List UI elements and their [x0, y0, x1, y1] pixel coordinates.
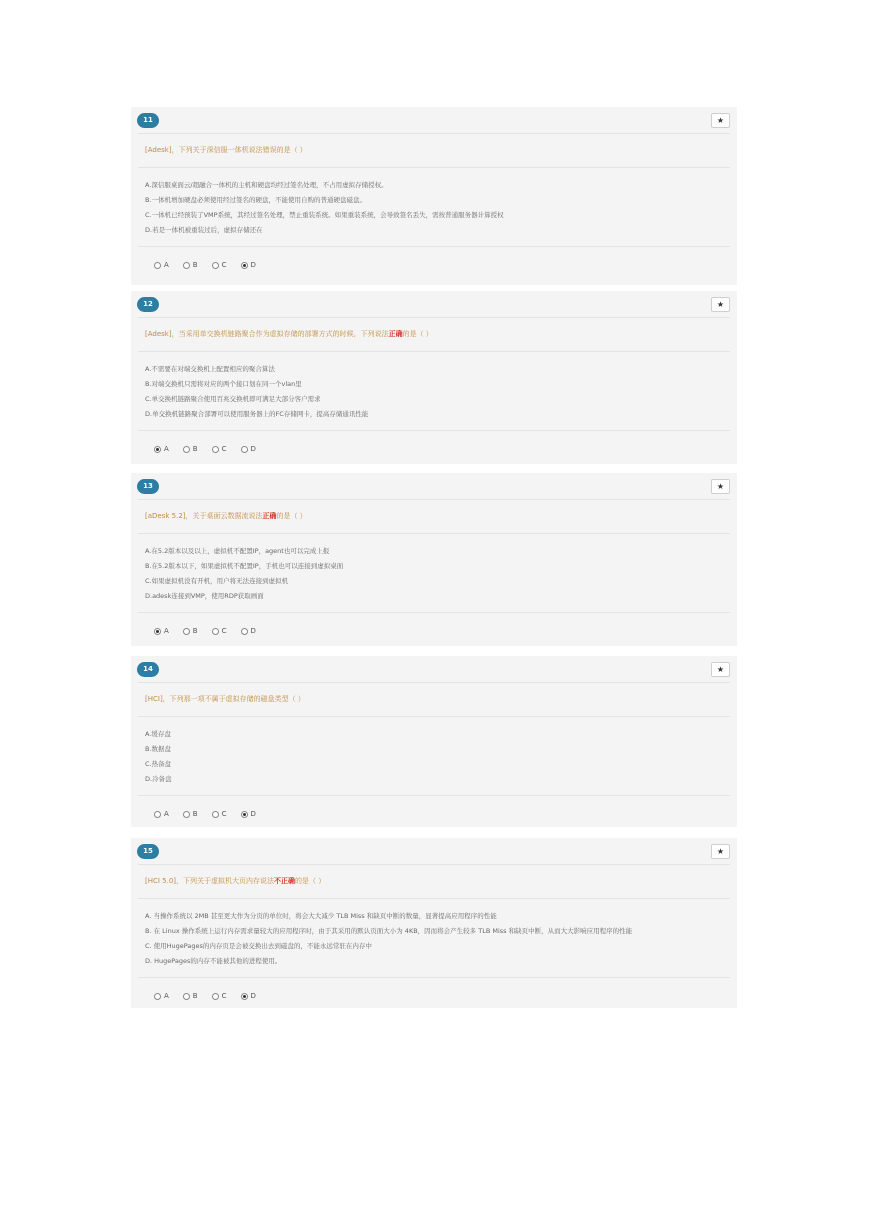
option-text: C.如果虚拟机没有开机，用户将无法连接到虚拟机 — [145, 577, 289, 585]
option-text: D.若是一体机被重装过后，虚拟存储还在 — [145, 226, 263, 234]
option-text: A.缓存盘 — [145, 730, 171, 738]
radio-button[interactable] — [241, 993, 248, 1000]
option-text: D.adesk连接到VMP，使用RDP获取画面 — [145, 592, 264, 600]
question-number-badge: 13 — [137, 479, 159, 494]
option-list — [131, 352, 737, 430]
question-title-keyword: 正确 — [388, 330, 403, 338]
answer-label: D — [250, 261, 256, 269]
answer-option-b[interactable] — [183, 627, 198, 635]
question-title-text: [Adesk]，下列关于深信服一体机说法错误的是（ ） — [145, 146, 307, 154]
question-title — [131, 865, 737, 898]
answer-option-a[interactable] — [154, 261, 169, 269]
answer-option-c[interactable] — [212, 627, 227, 635]
answer-label: C — [221, 810, 227, 818]
question-header — [131, 473, 737, 499]
question-title — [131, 318, 737, 351]
radio-button[interactable] — [241, 446, 248, 453]
answer-label: B — [192, 810, 198, 818]
answer-label: D — [250, 627, 256, 635]
radio-button[interactable] — [154, 628, 161, 635]
option-text: A.不需要在对端交换机上配置相应的聚合算法 — [145, 365, 275, 373]
option-text: C.一体机已经预装了VMP系统，其经过签名处理，禁止重装系统。如果重装系统，会导致签名丢失，需按普通服务器计算授权 — [145, 211, 504, 219]
answer-label: A — [164, 627, 169, 635]
question-card — [131, 838, 737, 1008]
answer-label: C — [221, 627, 227, 635]
answer-option-a[interactable] — [154, 810, 169, 818]
question-title-suffix: 的是（ ） — [276, 512, 307, 520]
answer-option-d[interactable] — [241, 445, 256, 453]
option-list — [131, 899, 737, 977]
question-card — [131, 656, 737, 827]
question-title-text: [HCI]，下列那一项不属于虚拟存储的磁盘类型（ ） — [145, 695, 305, 703]
answer-option-d[interactable] — [241, 992, 256, 1000]
radio-button[interactable] — [183, 262, 190, 269]
option-text: A.深信服桌面云/超融合一体机的主机和硬盘均经过签名处理，不占用虚拟存储授权。 — [145, 181, 388, 189]
question-number-badge: 12 — [137, 297, 159, 312]
question-header — [131, 838, 737, 864]
answer-label: C — [221, 445, 227, 453]
option-text: D. HugePages的内存不能被其他的进程使用。 — [145, 957, 282, 965]
star-icon[interactable]: ★ — [711, 297, 730, 312]
answer-option-c[interactable] — [212, 810, 227, 818]
answer-label: B — [192, 445, 198, 453]
option-list — [131, 168, 737, 246]
radio-button[interactable] — [241, 262, 248, 269]
question-title-keyword: 正确 — [262, 512, 277, 520]
radio-button[interactable] — [154, 811, 161, 818]
option-text: A.在5.2版本以及以上，虚拟机不配置IP，agent也可以完成上报 — [145, 547, 330, 555]
answer-option-d[interactable] — [241, 810, 256, 818]
option-text: D.单交换机链路聚合部署可以使用服务器上的FC存储网卡，提高存储通讯性能 — [145, 410, 369, 418]
question-header — [131, 291, 737, 317]
option-text: A. 当操作系统以 2MB 甚至更大作为分页的单位时，将会大大减少 TLB Miss 和缺页中断的数量，显著提高应用程序的性能 — [145, 912, 497, 920]
option-text: C.热备盘 — [145, 760, 172, 768]
answer-label: D — [250, 992, 256, 1000]
answer-option-c[interactable] — [212, 445, 227, 453]
radio-button[interactable] — [212, 811, 219, 818]
option-text: B.对端交换机只需将对应的两个接口划在同一个vlan里 — [145, 380, 302, 388]
question-title — [131, 683, 737, 716]
answer-option-a[interactable] — [154, 627, 169, 635]
radio-button[interactable] — [212, 262, 219, 269]
answer-label: B — [192, 627, 198, 635]
radio-button[interactable] — [212, 446, 219, 453]
question-number-badge: 14 — [137, 662, 159, 677]
option-text: C.单交换机链路聚合使用百兆交换机即可满足大部分客户需求 — [145, 395, 321, 403]
question-title-text: [HCI 5.0]，下列关于虚拟机大页内存说法 — [145, 877, 275, 885]
option-text: C. 使用HugePages的内存页是会被交换出去到磁盘的，不能永远常驻在内存中 — [145, 942, 372, 950]
answer-option-b[interactable] — [183, 445, 198, 453]
radio-button[interactable] — [154, 446, 161, 453]
radio-button[interactable] — [183, 993, 190, 1000]
question-header — [131, 656, 737, 682]
question-header — [131, 107, 737, 133]
option-list — [131, 717, 737, 795]
answer-option-a[interactable] — [154, 992, 169, 1000]
option-text: B. 在 Linux 操作系统上运行内存需求量较大的应用程序时，由于其采用的默认页面大小为 4KB，因而将会产生较多 TLB Miss 和缺页中断，从而大大影响应用程序的性能 — [145, 927, 633, 935]
question-title — [131, 500, 737, 533]
question-title — [131, 134, 737, 167]
question-card — [131, 291, 737, 464]
option-text: B.一体机增加硬盘必须使用经过签名的硬盘，不能使用自购的普通硬盘磁盘。 — [145, 196, 367, 204]
answer-label: B — [192, 992, 198, 1000]
answer-option-b[interactable] — [183, 261, 198, 269]
answer-choices — [131, 247, 737, 283]
answer-option-d[interactable] — [241, 261, 256, 269]
question-number-badge: 15 — [137, 844, 159, 859]
radio-button[interactable] — [241, 811, 248, 818]
question-title-text: [Adesk]，当采用单交换机链路聚合作为虚拟存储的部署方式的时候，下列说法 — [145, 330, 389, 338]
radio-button[interactable] — [212, 628, 219, 635]
answer-option-c[interactable] — [212, 992, 227, 1000]
radio-button[interactable] — [212, 993, 219, 1000]
answer-label: D — [250, 810, 256, 818]
question-title-suffix: 的是（ ） — [402, 330, 433, 338]
star-icon[interactable]: ★ — [711, 662, 730, 677]
star-icon[interactable]: ★ — [711, 479, 730, 494]
answer-option-b[interactable] — [183, 810, 198, 818]
answer-option-b[interactable] — [183, 992, 198, 1000]
answer-choices — [131, 431, 737, 467]
answer-label: C — [221, 261, 227, 269]
answer-choices — [131, 613, 737, 649]
radio-button[interactable] — [183, 811, 190, 818]
radio-button[interactable] — [241, 628, 248, 635]
option-text: B.数据盘 — [145, 745, 172, 753]
option-text: D.冷备盘 — [145, 775, 172, 783]
question-title-keyword: 不正确 — [274, 877, 296, 885]
answer-option-c[interactable] — [212, 261, 227, 269]
radio-button[interactable] — [154, 993, 161, 1000]
answer-choices — [131, 796, 737, 832]
answer-option-a[interactable] — [154, 445, 169, 453]
answer-label: A — [164, 261, 169, 269]
answer-label: B — [192, 261, 198, 269]
answer-option-d[interactable] — [241, 627, 256, 635]
radio-button[interactable] — [183, 628, 190, 635]
question-card — [131, 107, 737, 285]
answer-label: A — [164, 445, 169, 453]
answer-label: A — [164, 992, 169, 1000]
answer-label: D — [250, 445, 256, 453]
option-list — [131, 534, 737, 612]
question-title-text: [aDesk 5.2]，关于桌面云数据流说法 — [145, 512, 263, 520]
answer-choices — [131, 978, 737, 1014]
question-number-badge: 11 — [137, 113, 159, 128]
radio-button[interactable] — [154, 262, 161, 269]
radio-button[interactable] — [183, 446, 190, 453]
star-icon[interactable]: ★ — [711, 113, 730, 128]
question-card — [131, 473, 737, 646]
option-text: B.在5.2版本以下，如果虚拟机不配置IP，手机也可以连接到虚拟桌面 — [145, 562, 344, 570]
question-title-suffix: 的是（ ） — [295, 877, 326, 885]
answer-label: A — [164, 810, 169, 818]
answer-label: C — [221, 992, 227, 1000]
star-icon[interactable]: ★ — [711, 844, 730, 859]
